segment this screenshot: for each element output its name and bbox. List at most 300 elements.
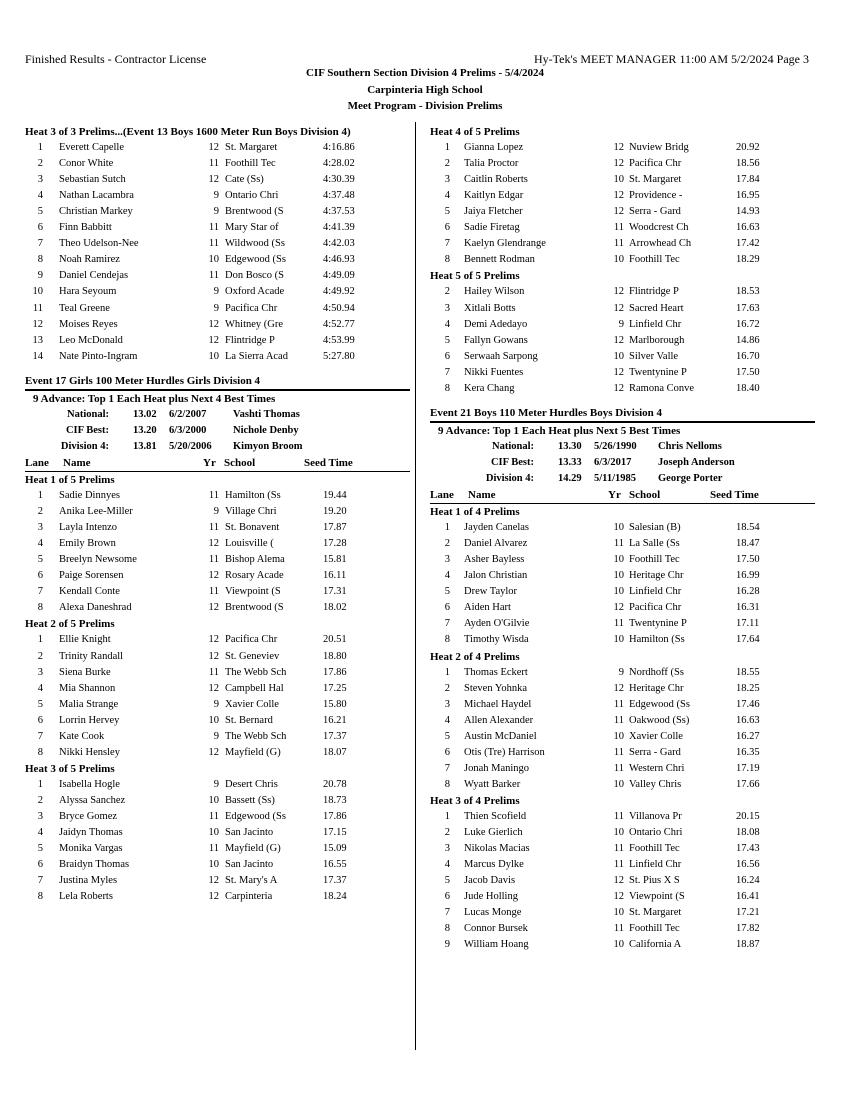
time: 17.28 [323, 538, 347, 550]
result-row [430, 584, 815, 600]
school: Rosary Acade [225, 570, 284, 582]
year: 12 [208, 538, 219, 550]
result-row [25, 697, 410, 713]
place: 4 [37, 538, 43, 550]
school-header: School [629, 489, 661, 502]
result-row [25, 729, 410, 745]
school: Linfield Chr [629, 586, 682, 598]
time: 18.02 [323, 602, 347, 614]
result-row [25, 857, 410, 873]
place: 4 [444, 859, 450, 871]
school: St. Geneviev [225, 650, 280, 662]
place: 10 [32, 286, 43, 298]
year: 12 [613, 334, 624, 346]
record-mark: 14.29 [558, 472, 582, 484]
time: 20.51 [323, 634, 347, 646]
athlete-name: Hara Seyoum [59, 286, 117, 298]
time: 18.73 [323, 794, 347, 806]
time: 16.70 [736, 350, 760, 362]
athlete-name: Timothy Wisda [464, 634, 529, 646]
heat-heading [25, 761, 410, 777]
year: 10 [208, 254, 219, 266]
place: 7 [444, 907, 450, 919]
year: 12 [208, 318, 219, 330]
year: 11 [613, 714, 624, 726]
seed-time-header: Seed Time [710, 489, 759, 502]
result-row [430, 665, 815, 681]
column-header-row [430, 487, 815, 504]
athlete-name: Jaiya Fletcher [464, 206, 523, 218]
heat-label: Heat 2 of 5 Prelims [25, 618, 115, 631]
athlete-name: Siena Burke [59, 666, 111, 678]
athlete-name: Connor Bursek [464, 923, 528, 935]
result-row [25, 268, 410, 284]
athlete-name: Thien Scofield [464, 810, 527, 822]
place: 3 [37, 666, 43, 678]
place: 2 [37, 506, 43, 518]
lane-header: Lane [25, 456, 49, 469]
result-row [25, 301, 410, 317]
athlete-name: Wyatt Barker [464, 778, 521, 790]
heat-heading [430, 649, 815, 665]
school: Twentynine P [629, 366, 687, 378]
result-row [430, 681, 815, 697]
place: 7 [444, 618, 450, 630]
year: 10 [613, 174, 624, 186]
school: Brentwood (S [225, 602, 284, 614]
athlete-name: Paige Sorensen [59, 570, 124, 582]
place: 3 [444, 843, 450, 855]
school: Hamilton (Ss [225, 490, 281, 502]
record-row [25, 423, 410, 439]
result-row [25, 536, 410, 552]
record-holder: Joseph Anderson [658, 456, 735, 468]
result-row [25, 873, 410, 889]
year: 11 [613, 762, 624, 774]
result-row [430, 156, 815, 172]
athlete-name: Daniel Alvarez [464, 538, 528, 550]
result-row [430, 921, 815, 937]
place: 6 [444, 350, 450, 362]
athlete-name: Fallyn Gowans [464, 334, 528, 346]
year: 12 [208, 875, 219, 887]
athlete-name: Mia Shannon [59, 682, 116, 694]
result-row [25, 649, 410, 665]
year: 11 [208, 810, 219, 822]
year: 11 [613, 746, 624, 758]
place: 7 [37, 586, 43, 598]
result-row [25, 252, 410, 268]
year: 11 [613, 923, 624, 935]
result-row [25, 825, 410, 841]
record-mark: 13.81 [133, 440, 157, 452]
year: 10 [613, 778, 624, 790]
school: Arrowhead Ch [629, 238, 692, 250]
result-row [25, 809, 410, 825]
place: 1 [444, 142, 450, 154]
result-row [430, 520, 815, 536]
time: 18.56 [736, 158, 760, 170]
place: 7 [37, 238, 43, 250]
athlete-name: Nathan Lacambra [59, 190, 134, 202]
year: 12 [613, 366, 624, 378]
school: Foothill Tec [629, 843, 680, 855]
result-row [430, 825, 815, 841]
school: Ontario Chri [225, 190, 279, 202]
school: Carpinteria [225, 891, 273, 903]
year: 12 [613, 382, 624, 394]
result-row [25, 349, 410, 365]
event-label: Event 21 Boys 110 Meter Hurdles Boys Division 4 [430, 406, 663, 419]
athlete-name: Emily Brown [59, 538, 116, 550]
result-row [430, 204, 815, 220]
result-row [430, 905, 815, 921]
place: 2 [444, 827, 450, 839]
athlete-name: Marcus Dylke [464, 859, 524, 871]
place: 8 [37, 254, 43, 266]
athlete-name: Sebastian Sutch [59, 174, 126, 186]
athlete-name: Otis (Tre) Harrison [464, 746, 545, 758]
time: 16.35 [736, 746, 760, 758]
year: 12 [613, 682, 624, 694]
year: 10 [613, 730, 624, 742]
school: Bishop Alema [225, 554, 285, 566]
athlete-name: Anika Lee-Miller [59, 506, 133, 518]
athlete-name: Moises Reyes [59, 318, 118, 330]
athlete-name: Nikki Hensley [59, 746, 120, 758]
school: Pacifica Chr [225, 634, 278, 646]
record-mark: 13.20 [133, 424, 157, 436]
record-date: 6/3/2017 [594, 456, 632, 468]
time: 4:53.99 [323, 334, 355, 346]
athlete-name: Ellie Knight [59, 634, 111, 646]
school: Nordhoff (Ss [629, 666, 684, 678]
year: 9 [618, 318, 624, 330]
school: Foothill Tec [629, 554, 680, 566]
section-gap [430, 397, 815, 405]
time: 18.55 [736, 666, 760, 678]
result-row [25, 220, 410, 236]
name-header: Name [468, 489, 496, 502]
time: 18.87 [736, 939, 760, 951]
time: 4:49.92 [323, 286, 355, 298]
school: Brentwood (S [225, 206, 284, 218]
time: 20.15 [736, 810, 760, 822]
athlete-name: Noah Ramirez [59, 254, 120, 266]
heat-label: Heat 1 of 5 Prelims [25, 473, 115, 486]
school: Salesian (B) [629, 522, 681, 534]
adv-label: 9 Advance: Top 1 Each Heat plus Next 5 Best Times [438, 424, 681, 437]
year: 11 [208, 666, 219, 678]
time: 18.47 [736, 538, 760, 550]
year: 11 [208, 238, 219, 250]
athlete-name: Drew Taylor [464, 586, 518, 598]
advance-rule [430, 423, 815, 439]
time: 17.31 [323, 586, 347, 598]
year: 10 [208, 350, 219, 362]
athlete-name: Alyssa Sanchez [59, 794, 126, 806]
result-row [430, 568, 815, 584]
result-row [430, 140, 815, 156]
result-row [430, 284, 815, 300]
record-date: 5/26/1990 [594, 440, 637, 452]
year: 9 [213, 302, 219, 314]
school: St. Pius X S [629, 875, 680, 887]
result-row [430, 236, 815, 252]
school: Mayfield (G) [225, 746, 281, 758]
place: 3 [37, 174, 43, 186]
athlete-name: Nate Pinto-Ingram [59, 350, 138, 362]
year: 12 [613, 602, 624, 614]
year: 10 [613, 554, 624, 566]
name-header: Name [63, 456, 91, 469]
school: Nuview Bridg [629, 142, 689, 154]
athlete-name: Kaelyn Glendrange [464, 238, 546, 250]
place: 8 [444, 634, 450, 646]
time: 17.50 [736, 366, 760, 378]
school: Wildwood (Ss [225, 238, 285, 250]
result-row [25, 188, 410, 204]
time: 17.46 [736, 698, 760, 710]
place: 2 [37, 158, 43, 170]
athlete-name: Kaitlyn Edgar [464, 190, 524, 202]
record-row [25, 439, 410, 455]
school: Pacifica Chr [225, 302, 278, 314]
result-row [430, 809, 815, 825]
place: 5 [37, 698, 43, 710]
school: Linfield Chr [629, 318, 682, 330]
time: 18.29 [736, 254, 760, 266]
athlete-name: Breelyn Newsome [59, 554, 137, 566]
heat-heading [430, 268, 815, 284]
athlete-name: Steven Yohnka [464, 682, 528, 694]
athlete-name: Braidyn Thomas [59, 859, 130, 871]
result-row [430, 536, 815, 552]
year: 11 [208, 158, 219, 170]
time: 14.86 [736, 334, 760, 346]
year: 11 [208, 554, 219, 566]
year: 11 [613, 698, 624, 710]
school: Serra - Gard [629, 746, 681, 758]
result-row [430, 889, 815, 905]
school: Oxford Acade [225, 286, 285, 298]
school: California A [629, 939, 682, 951]
place: 6 [37, 714, 43, 726]
place: 1 [444, 522, 450, 534]
time: 18.25 [736, 682, 760, 694]
year: 10 [613, 350, 624, 362]
time: 17.82 [736, 923, 760, 935]
place: 1 [37, 142, 43, 154]
athlete-name: Kendall Conte [59, 586, 120, 598]
report-header-left: Finished Results - Contractor License [25, 52, 207, 66]
time: 4:42.03 [323, 238, 355, 250]
place: 7 [37, 730, 43, 742]
result-row [25, 333, 410, 349]
athlete-name: Hailey Wilson [464, 286, 525, 298]
time: 17.37 [323, 730, 347, 742]
athlete-name: Nikolas Macias [464, 843, 530, 855]
record-date: 5/11/1985 [594, 472, 637, 484]
school: Xavier Colle [225, 698, 279, 710]
result-row [25, 632, 410, 648]
place: 6 [444, 222, 450, 234]
heat-label: Heat 4 of 5 Prelims [430, 126, 520, 138]
place: 13 [32, 334, 43, 346]
result-row [25, 317, 410, 333]
athlete-name: Alexa Daneshrad [59, 602, 132, 614]
school: Edgewood (Ss [225, 810, 286, 822]
year: 11 [613, 843, 624, 855]
school: Louisville ( [225, 538, 274, 550]
time: 19.20 [323, 506, 347, 518]
result-row [25, 568, 410, 584]
time: 17.86 [323, 810, 347, 822]
school: Oakwood (Ss) [629, 714, 690, 726]
heat-heading [430, 124, 815, 140]
year: 12 [208, 174, 219, 186]
place: 6 [444, 602, 450, 614]
heat-label: Heat 3 of 3 Prelims...(Event 13 Boys 1600 Meter Run Boys Division 4) [25, 126, 351, 138]
time: 17.21 [736, 907, 760, 919]
record-holder: Vashti Thomas [233, 408, 300, 420]
time: 17.25 [323, 682, 347, 694]
result-row [25, 841, 410, 857]
year: 11 [208, 490, 219, 502]
school: Foothill Tec [629, 254, 680, 266]
year: 11 [208, 222, 219, 234]
heat-heading [430, 793, 815, 809]
year: 11 [613, 810, 624, 822]
year: 9 [213, 506, 219, 518]
result-row [25, 504, 410, 520]
school: Edgewood (Ss [225, 254, 286, 266]
school: St. Bonavent [225, 522, 280, 534]
place: 1 [37, 490, 43, 502]
place: 7 [444, 238, 450, 250]
place: 3 [444, 174, 450, 186]
year: 11 [208, 522, 219, 534]
place: 8 [37, 891, 43, 903]
result-row [430, 252, 815, 268]
section-gap [25, 365, 410, 373]
place: 7 [37, 875, 43, 887]
year: 10 [208, 794, 219, 806]
record-row [430, 439, 815, 455]
athlete-name: Serwaah Sarpong [464, 350, 538, 362]
year: 10 [208, 714, 219, 726]
school: Viewpoint (S [225, 586, 281, 598]
school: Sacred Heart [629, 302, 684, 314]
heat-heading [25, 616, 410, 632]
heat-heading [25, 472, 410, 488]
place: 5 [444, 730, 450, 742]
year: 12 [613, 142, 624, 154]
athlete-name: Bryce Gomez [59, 810, 118, 822]
school: Xavier Colle [629, 730, 683, 742]
school: The Webb Sch [225, 730, 287, 742]
record-holder: Nichole Denby [233, 424, 299, 436]
place: 2 [37, 794, 43, 806]
school: Ramona Conve [629, 382, 695, 394]
result-row [25, 584, 410, 600]
advance-rule [25, 391, 410, 407]
record-holder: Kimyon Broom [233, 440, 303, 452]
time: 17.63 [736, 302, 760, 314]
place: 6 [444, 891, 450, 903]
place: 7 [444, 366, 450, 378]
school: La Sierra Acad [225, 350, 288, 362]
athlete-name: Justina Myles [59, 875, 118, 887]
year: 11 [208, 586, 219, 598]
school: Flintridge P [225, 334, 275, 346]
year: 12 [208, 570, 219, 582]
result-row [25, 236, 410, 252]
time: 17.64 [736, 634, 760, 646]
year: 12 [208, 634, 219, 646]
time: 16.21 [323, 714, 347, 726]
place: 1 [37, 778, 43, 790]
school: Heritage Chr [629, 570, 684, 582]
result-row [430, 220, 815, 236]
place: 5 [444, 586, 450, 598]
place: 4 [444, 570, 450, 582]
report-header-right: Hy-Tek's MEET MANAGER 11:00 AM 5/2/2024 Page 3 [534, 52, 809, 66]
place: 8 [444, 778, 450, 790]
yr-header: Yr [203, 456, 216, 469]
result-row [25, 172, 410, 188]
result-row [430, 729, 815, 745]
heat-heading [430, 504, 815, 520]
place: 5 [37, 554, 43, 566]
school: Flintridge P [629, 286, 679, 298]
time: 17.50 [736, 554, 760, 566]
year: 9 [213, 286, 219, 298]
time: 17.19 [736, 762, 760, 774]
time: 4:28.02 [323, 158, 355, 170]
year: 12 [613, 158, 624, 170]
athlete-name: Isabella Hogle [59, 778, 120, 790]
time: 16.27 [736, 730, 760, 742]
school: Foothill Tec [225, 158, 276, 170]
school: Western Chri [629, 762, 685, 774]
time: 5:27.80 [323, 350, 355, 362]
year: 12 [613, 286, 624, 298]
place: 11 [32, 302, 43, 314]
result-row [25, 793, 410, 809]
time: 17.87 [323, 522, 347, 534]
athlete-name: Ayden O'Gilvie [464, 618, 530, 630]
place: 2 [37, 650, 43, 662]
place: 4 [37, 827, 43, 839]
heat-label: Heat 2 of 4 Prelims [430, 650, 520, 663]
school: Whitney (Gre [225, 318, 284, 330]
school: St. Margaret [629, 907, 682, 919]
event-label: Event 17 Girls 100 Meter Hurdles Girls Division 4 [25, 374, 261, 387]
time: 17.15 [323, 827, 347, 839]
time: 17.11 [736, 618, 760, 630]
meet-program-title: Meet Program - Division Prelims [347, 100, 503, 112]
athlete-name: Allen Alexander [464, 714, 534, 726]
result-row [25, 552, 410, 568]
place: 8 [444, 254, 450, 266]
school: Village Chri [225, 506, 277, 518]
year: 10 [613, 522, 624, 534]
athlete-name: Xitlali Botts [464, 302, 516, 314]
result-row [430, 616, 815, 632]
time: 18.24 [323, 891, 347, 903]
result-row [25, 284, 410, 300]
